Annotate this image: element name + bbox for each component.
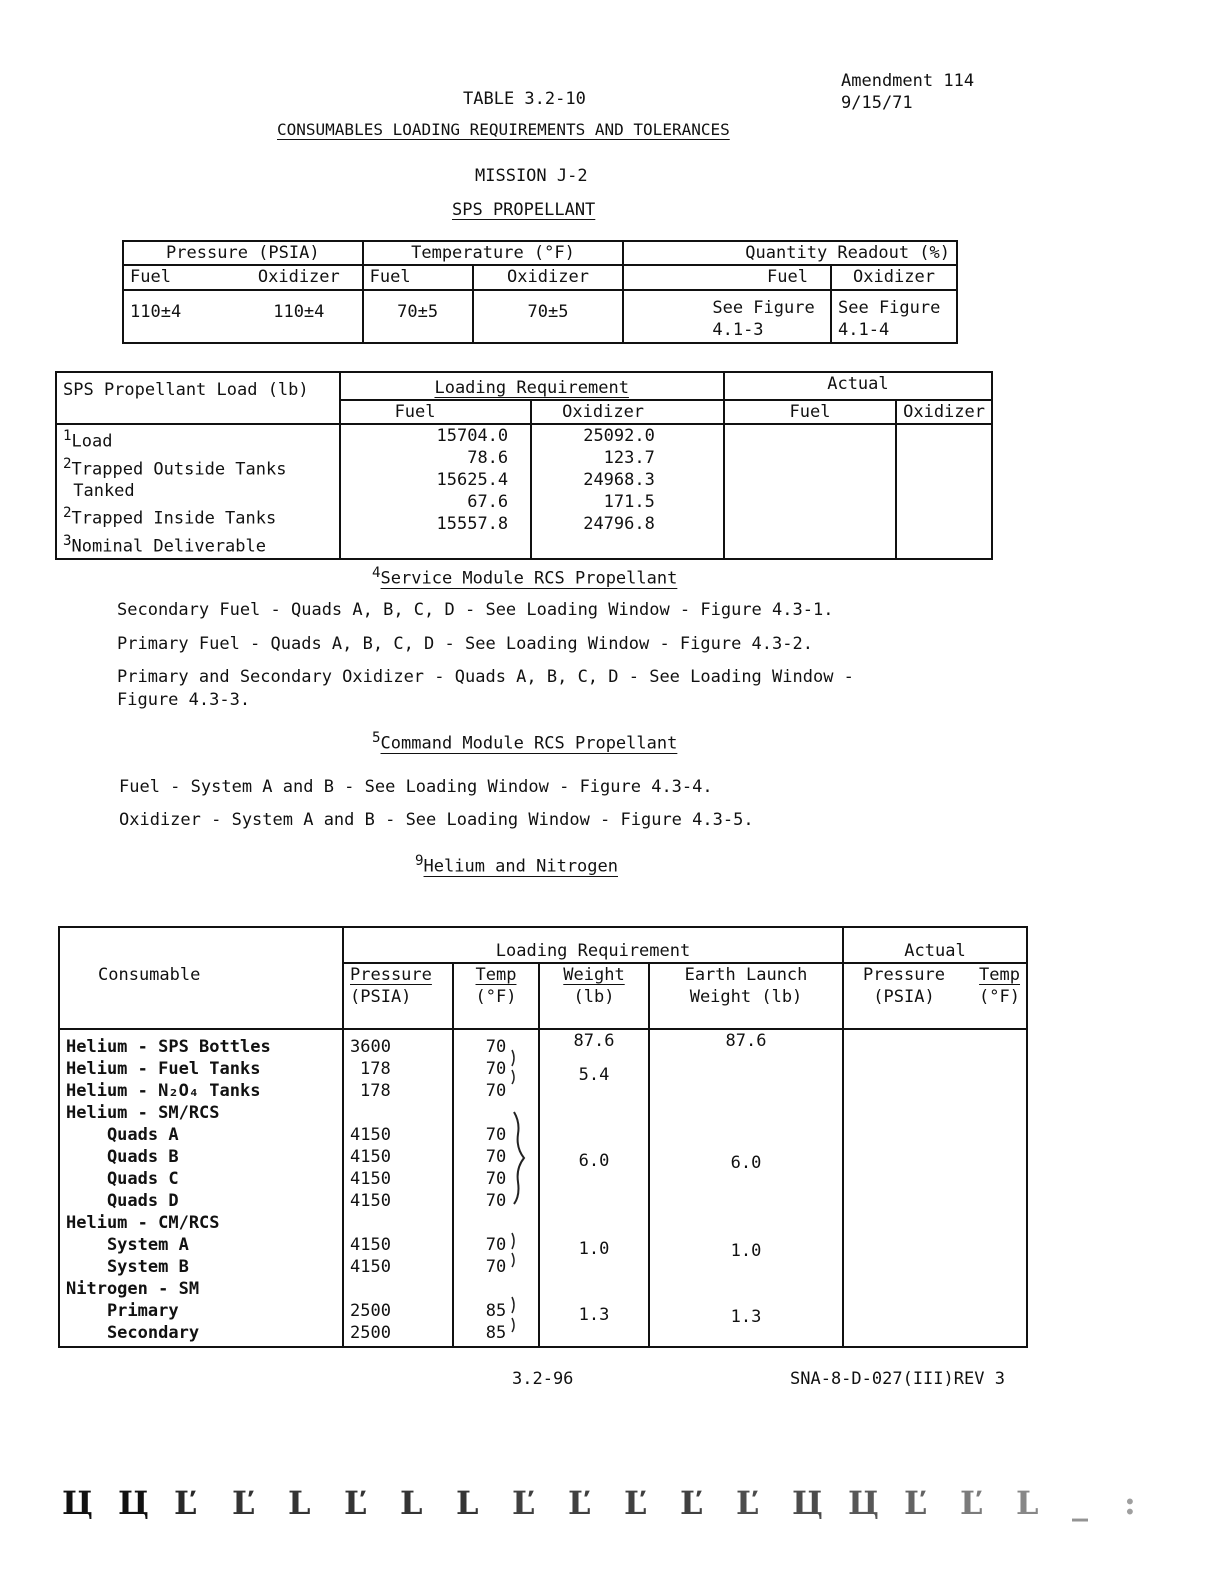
header-loading-requirement: Loading Requirement <box>340 372 724 400</box>
table-row: Tanked <box>63 481 135 502</box>
cm-rcs-line-1: Fuel - System A and B - See Loading Window - Figure 4.3-4. <box>119 777 713 797</box>
list-item: Helium - N₂O₄ Tanks <box>66 1081 261 1102</box>
col-earth-launch-unit: Weight (lb) <box>649 986 843 1029</box>
sm-rcs-heading: $^4$Service Module RCS Propellant <box>372 565 678 589</box>
header-consumable: Consumable <box>98 965 201 985</box>
film-mark: Ľ <box>680 1484 703 1522</box>
brace-tanks <box>512 1050 514 1084</box>
col-weight-unit: (lb) <box>539 986 649 1029</box>
col-actual-pressure: Pressure <box>843 963 964 986</box>
film-mark: Ц <box>118 1484 149 1522</box>
actual-pressure-cell <box>843 1029 964 1347</box>
amendment-label: Amendment 114 <box>841 71 975 91</box>
brace-smrcs <box>514 1112 524 1204</box>
table-number: TABLE 3.2-10 <box>463 89 586 109</box>
list-item: Helium - SPS Bottles <box>66 1037 271 1058</box>
col-pressure-fuel: Fuel <box>130 267 171 288</box>
mission-label: MISSION J-2 <box>475 166 588 186</box>
sps-propellant-load-table <box>55 371 993 560</box>
film-mark: _ <box>1072 1484 1088 1522</box>
col-temp: Temp <box>453 963 539 986</box>
grouping-braces <box>500 1040 530 1340</box>
film-mark: Ц <box>792 1484 823 1522</box>
list-item: System A <box>66 1235 189 1256</box>
pressure-values: 3600 178 178 4150 4150 4150 4150 4150 4150 2500 2500 <box>343 1029 453 1347</box>
col-actual-temp-unit: (°F) <box>979 987 1020 1008</box>
sm-rcs-line-3b: Figure 4.3-3. <box>117 690 251 710</box>
film-mark: Ľ <box>232 1484 255 1522</box>
col-pressure: Pressure <box>343 963 453 986</box>
actual-fuel-cell <box>724 424 896 559</box>
cm-rcs-heading: $^5$Command Module RCS Propellant <box>372 730 678 754</box>
header-pressure: Pressure (PSIA) <box>166 243 320 263</box>
col-temp-oxidizer: Oxidizer <box>473 265 624 289</box>
list-item: Nitrogen - SM <box>66 1279 200 1300</box>
col-actual-fuel: Fuel <box>724 400 896 424</box>
qty-oxidizer-value: See Figure 4.1-4 <box>831 290 957 343</box>
film-mark: Ľ <box>960 1484 983 1522</box>
film-mark: Ľ <box>174 1484 197 1522</box>
header-propellant-load: SPS Propellant Load (lb) <box>63 380 309 400</box>
actual-temp-cell <box>964 1029 1027 1347</box>
table-row: $^3$Nominal Deliverable <box>63 532 266 557</box>
brace-cmrcs <box>512 1233 514 1267</box>
film-mark: L <box>400 1484 423 1522</box>
list-item: Quads D <box>66 1191 179 1212</box>
col-qty-fuel: Fuel <box>623 265 831 289</box>
helium-nitrogen-table <box>58 926 1028 1348</box>
actual-oxidizer-cell <box>896 424 992 559</box>
col-earth-launch: Earth Launch <box>649 963 843 986</box>
film-mark: L <box>1016 1484 1039 1522</box>
list-item: Helium - SM/RCS <box>66 1103 220 1124</box>
earth-launch-values: 87.6 6.0 1.0 1.3 <box>649 1029 843 1347</box>
header-quantity: Quantity Readout (%) <box>623 241 957 265</box>
table-row: $^1$Load <box>63 428 113 452</box>
sps-conditions-table <box>122 240 958 344</box>
qty-fuel-value: See Figure 4.1-3 <box>623 290 831 343</box>
pressure-fuel-value: 110±4 <box>130 301 182 322</box>
col-load-fuel: Fuel <box>340 400 532 424</box>
list-item: Helium - Fuel Tanks <box>66 1059 261 1080</box>
col-qty-oxidizer: Oxidizer <box>831 265 957 289</box>
film-mark: Ц <box>848 1484 879 1522</box>
load-fuel-values: 15704.0 78.6 15625.4 67.6 15557.8 <box>340 424 532 559</box>
page-number: 3.2-96 <box>512 1369 574 1389</box>
load-row-labels <box>56 424 340 559</box>
header-temperature: Temperature (°F) <box>363 241 624 265</box>
film-mark: Ц <box>62 1484 93 1522</box>
col-load-oxidizer: Oxidizer <box>531 400 724 424</box>
temp-values: 70 70 70 70 70 70 70 70 70 85 85 <box>453 1029 539 1347</box>
sm-rcs-line-1: Secondary Fuel - Quads A, B, C, D - See Loading Window - Figure 4.3-1. <box>117 600 834 620</box>
col-temp-unit: (°F) <box>453 986 539 1029</box>
consumable-labels <box>59 1029 343 1347</box>
col-temp-fuel: Fuel <box>363 265 473 289</box>
film-mark: Ľ <box>512 1484 535 1522</box>
list-item: Primary <box>66 1301 179 1322</box>
list-item: Quads C <box>66 1169 179 1190</box>
col-actual-temp: Temp <box>964 963 1027 986</box>
pressure-oxidizer-value: 110±4 <box>273 301 325 322</box>
header-loading-requirement-3: Loading Requirement <box>343 927 843 963</box>
amendment-date: 9/15/71 <box>841 93 913 113</box>
cm-rcs-line-2: Oxidizer - System A and B - See Loading Window - Figure 4.3-5. <box>119 810 754 830</box>
sm-rcs-line-2: Primary Fuel - Quads A, B, C, D - See Loading Window - Figure 4.3-2. <box>117 634 813 654</box>
film-mark: Ľ <box>904 1484 927 1522</box>
section-heading: SPS PROPELLANT <box>452 200 596 220</box>
load-oxidizer-values: 25092.0 123.7 24968.3 171.5 24796.8 <box>531 424 724 559</box>
table-row: $^2$Trapped Outside Tanks <box>63 455 287 480</box>
col-pressure-unit: (PSIA) <box>343 986 453 1029</box>
film-mark: Ľ <box>736 1484 759 1522</box>
col-actual-pressure-unit: (PSIA) <box>843 986 964 1029</box>
document-id: SNA-8-D-027(III)REV 3 <box>790 1369 1005 1389</box>
temp-oxidizer-value: 70±5 <box>473 290 624 343</box>
col-pressure-oxidizer: Oxidizer <box>257 267 340 288</box>
film-mark: Ľ <box>568 1484 591 1522</box>
sm-rcs-line-3: Primary and Secondary Oxidizer - Quads A, B, C, D - See Loading Window - <box>117 667 854 687</box>
table-row: $^2$Trapped Inside Tanks <box>63 505 277 529</box>
temp-fuel-value: 70±5 <box>363 290 473 343</box>
col-actual-oxidizer: Oxidizer <box>896 400 992 424</box>
list-item: Quads A <box>66 1125 179 1146</box>
film-mark: L <box>288 1484 311 1522</box>
weight-values: 87.6 5.4 6.0 1.0 1.3 <box>539 1029 649 1347</box>
film-mark: Ľ <box>344 1484 367 1522</box>
col-weight: Weight <box>539 963 649 986</box>
list-item: Secondary <box>66 1323 200 1344</box>
list-item: Quads B <box>66 1147 179 1168</box>
film-mark: Ľ <box>624 1484 647 1522</box>
helium-heading: $^9$Helium and Nitrogen <box>415 853 618 877</box>
film-mark: : <box>1124 1484 1136 1522</box>
header-actual-3: Actual <box>843 927 1027 963</box>
list-item: System B <box>66 1257 189 1278</box>
header-actual: Actual <box>724 372 992 400</box>
table-title: CONSUMABLES LOADING REQUIREMENTS AND TOLERANCES <box>277 120 730 139</box>
film-mark: L <box>456 1484 479 1522</box>
list-item: Helium - CM/RCS <box>66 1213 220 1234</box>
brace-nitrogen <box>512 1297 514 1332</box>
